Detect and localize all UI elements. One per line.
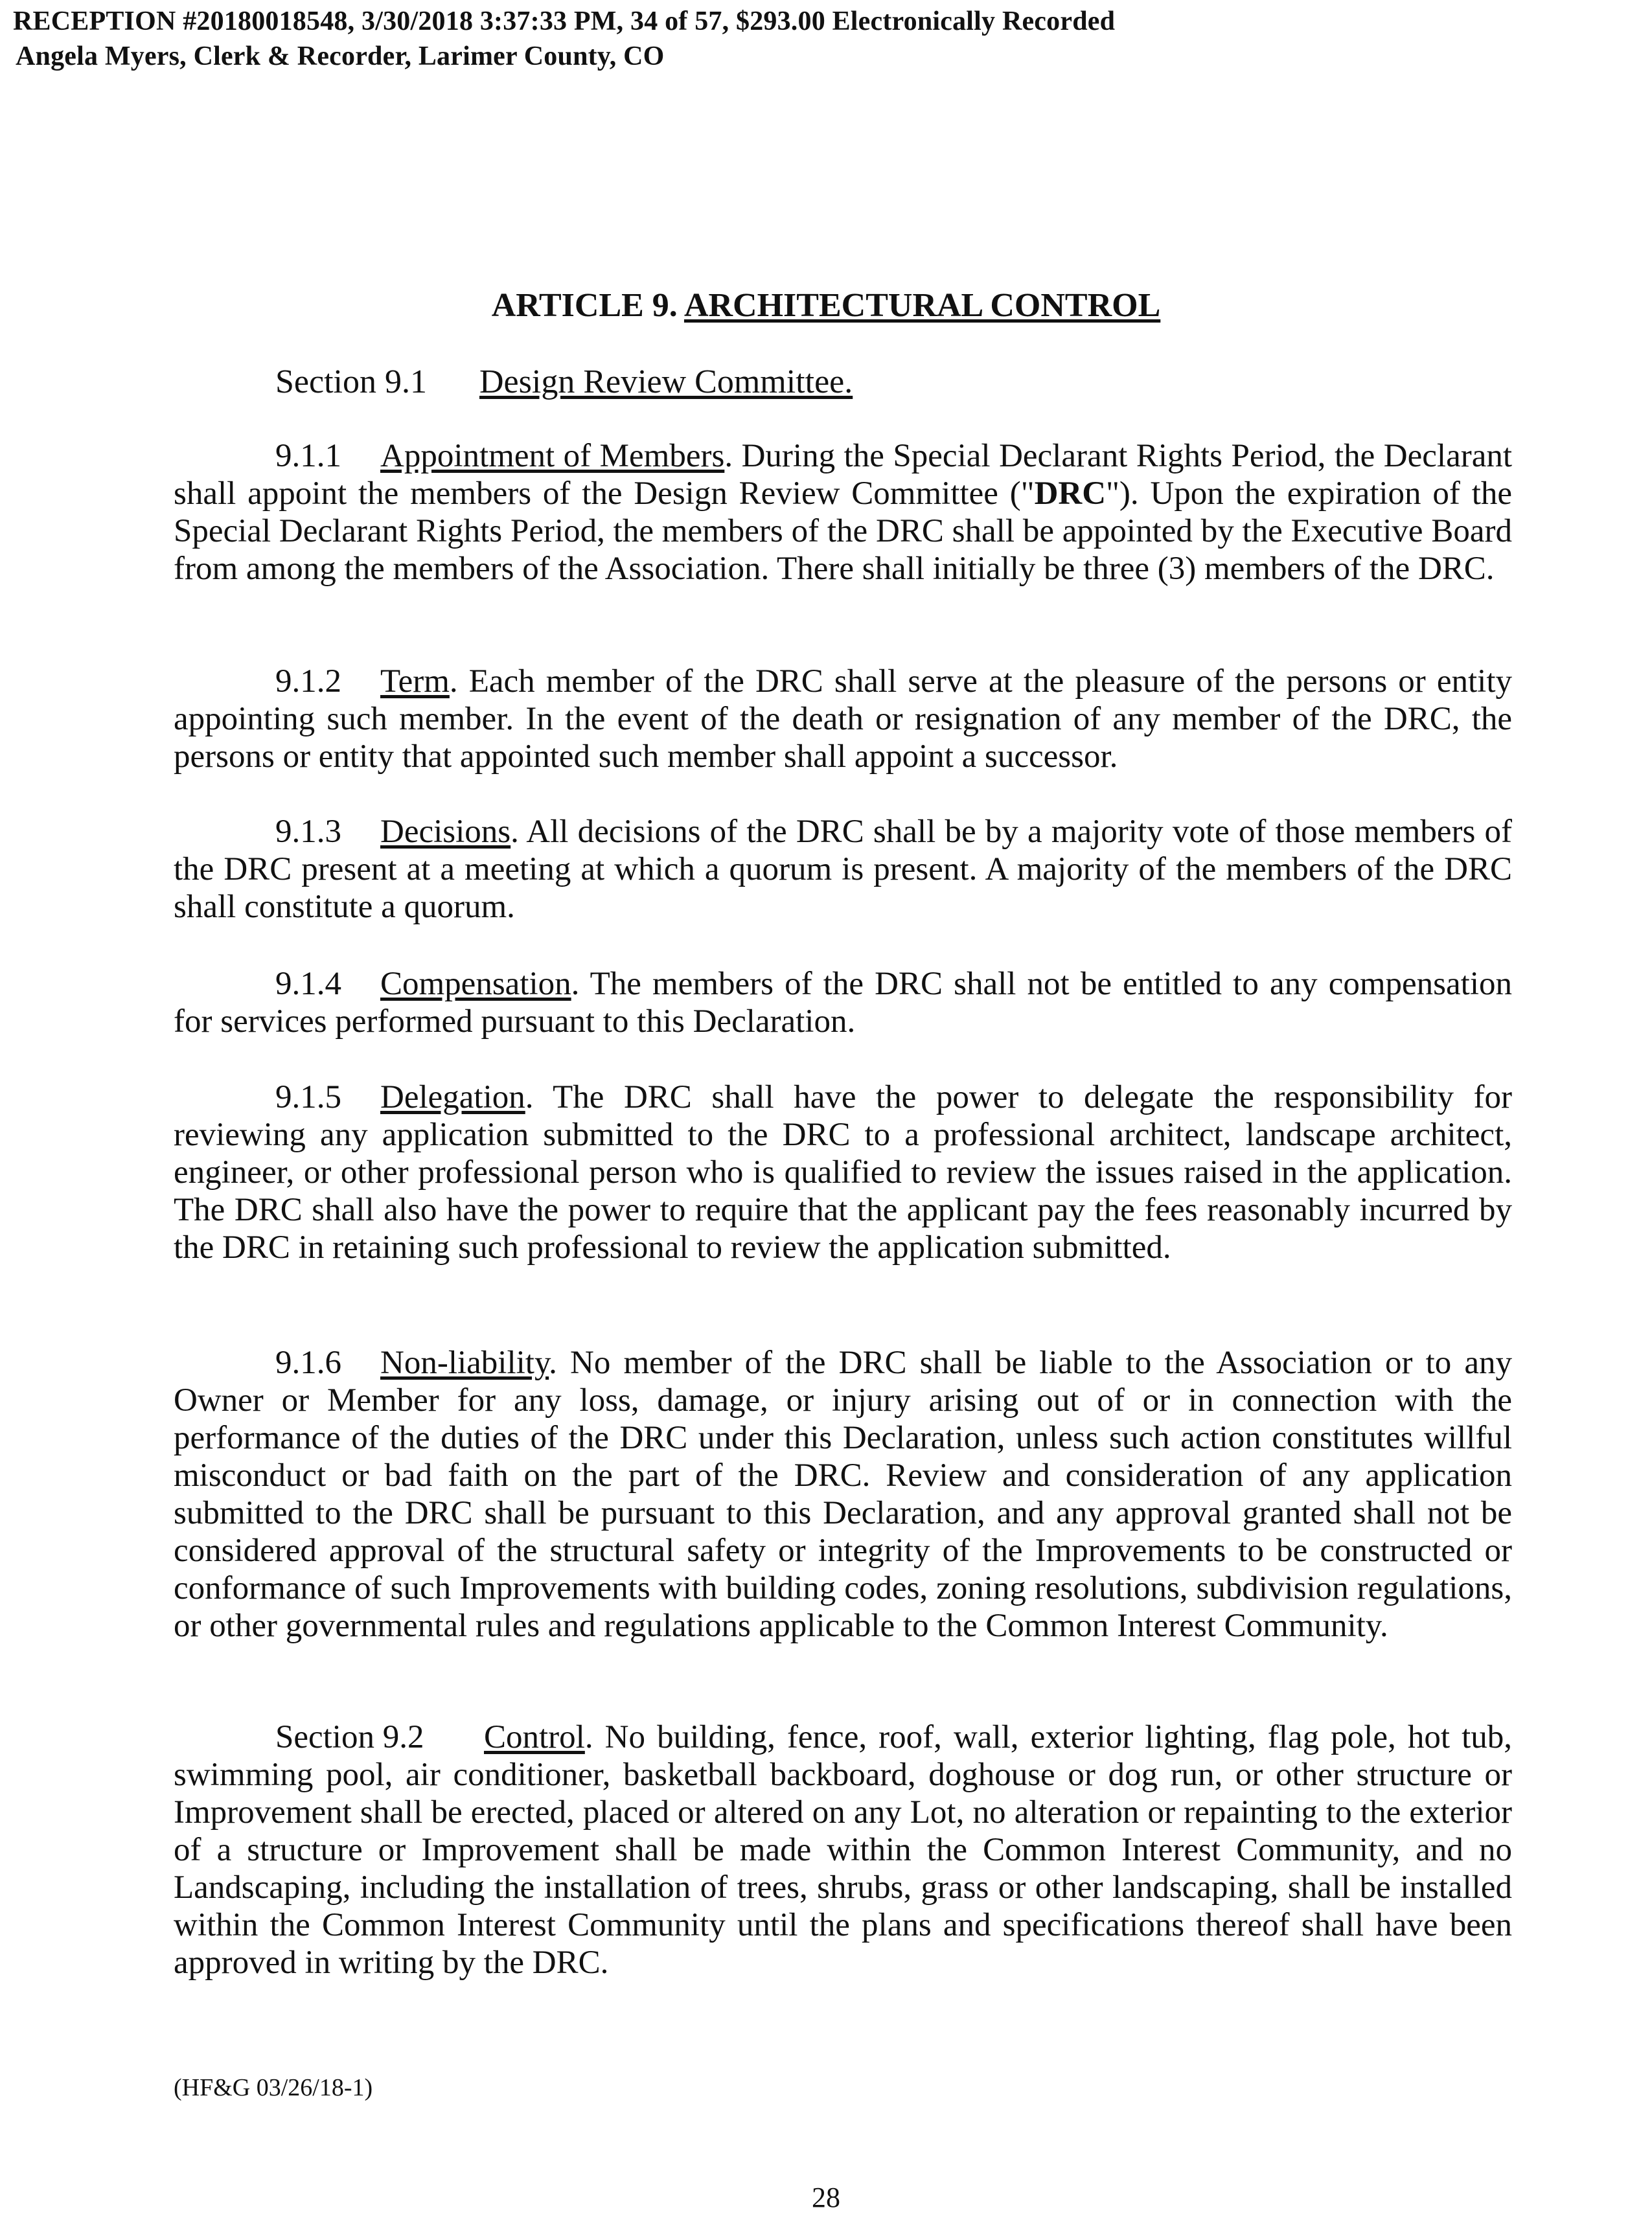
paragraph-text: . During the Special Declarant Rights Period, the Declarant shall appoint the members of the Design Review Committee (" [174, 438, 1512, 512]
paragraph-text: "). Upon the expiration of the Special Declarant Rights Period, the members of the DRC shall be appointed by the Executive Board from among the members of the Association. There shall initially be three (3) members of the DRC. [174, 475, 1512, 587]
defined-term: DRC [1034, 475, 1107, 512]
article-title: ARCHITECTURAL CONTROL [683, 287, 1161, 324]
section-number: Section 9.2 [275, 1719, 424, 1755]
recording-header [13, 4, 1115, 74]
paragraph-number: 9.1.6 [275, 1345, 341, 1381]
paragraph-number: 9.1.1 [275, 438, 341, 474]
section-number: Section 9.1 [275, 363, 427, 400]
paragraph-number: 9.1.2 [275, 663, 341, 700]
section-9-2 [174, 1718, 1512, 1981]
paragraph-heading: Decisions [380, 814, 511, 850]
page-number: 28 [812, 2182, 840, 2213]
paragraph-heading: Delegation [380, 1079, 525, 1115]
article-heading [0, 286, 1652, 325]
paragraph-text: . The DRC shall have the power to delegate the responsibility for reviewing any application submitted to the DRC to a professional architect, landscape architect, engineer, or other professional person who is qualified to review the issues raised in the application. The DRC shall also have the power to require that the applicant pay the fees reasonably incurred by the DRC in retaining such professional to review the application submitted. [174, 1079, 1512, 1266]
paragraph-9-1-3 [174, 813, 1512, 926]
paragraph-number: 9.1.5 [275, 1079, 341, 1115]
section-heading: Control [484, 1719, 585, 1755]
paragraph-9-1-1 [174, 437, 1512, 588]
paragraph-heading: Appointment of Members [380, 438, 725, 474]
paragraph-9-1-6 [174, 1344, 1512, 1645]
recorder-line: Angela Myers, Clerk & Recorder, Larimer County, CO [16, 41, 665, 71]
paragraph-9-1-4 [174, 965, 1512, 1040]
paragraph-number: 9.1.4 [275, 966, 341, 1002]
paragraph-heading: Compensation [380, 966, 571, 1002]
paragraph-number: 9.1.3 [275, 814, 341, 850]
paragraph-9-1-5 [174, 1078, 1512, 1266]
paragraph-9-1-2 [174, 663, 1512, 775]
section-9-1-heading [275, 363, 853, 402]
paragraph-text: . All decisions of the DRC shall be by a majority vote of those members of the DRC present at a meeting at which a quorum is present. A majority of the members of the DRC shall constitute a quorum. [174, 814, 1512, 925]
paragraph-heading: Term [380, 663, 450, 700]
paragraph-heading: Non-liability [380, 1345, 549, 1381]
paragraph-text: . Each member of the DRC shall serve at the pleasure of the persons or entity appointing such member. In the event of the death or resignation of any member of the DRC, the persons or entity that appointed such member shall appoint a successor. [174, 663, 1512, 775]
article-number: ARTICLE 9. [491, 287, 678, 324]
document-code: (HF&G 03/26/18-1) [174, 2074, 373, 2101]
recording-stamp-line: RECEPTION #20180018548, 3/30/2018 3:37:33 PM, 34 of 57, $293.00 Electronically Recorded [13, 6, 1116, 36]
section-title: Design Review Committee. [479, 363, 853, 400]
section-text: . No building, fence, roof, wall, exterior lighting, flag pole, hot tub, swimming pool, air conditioner, basketball backboard, doghouse or dog run, or other structure or Improvement shall be erected, placed or altered on any Lot, no alteration or repainting to the exterior of a structure or Improvement shall be made within the Common Interest Community, and no Landscaping, including the installation of trees, shrubs, grass or other landscaping, shall be installed within the Common Interest Community until the plans and specifications thereof shall have been approved in writing by the DRC. [174, 1719, 1512, 1981]
paragraph-text: . No member of the DRC shall be liable to the Association or to any Owner or Member for any loss, damage, or injury arising out of or in connection with the performance of the duties of the DRC under this Declaration, unless such action constitutes willful misconduct or bad faith on the part of the DRC. Review and consideration of any application submitted to the DRC shall be pursuant to this Declaration, and any approval granted shall not be considered approval of the structural safety or integrity of the Improvements to be constructed or conformance of such Improvements with building codes, zoning resolutions, subdivision regulations, or other governmental rules and regulations applicable to the Common Interest Community. [174, 1345, 1512, 1644]
paragraph-text: . The members of the DRC shall not be entitled to any compensation for services performed pursuant to this Declaration. [174, 966, 1512, 1040]
